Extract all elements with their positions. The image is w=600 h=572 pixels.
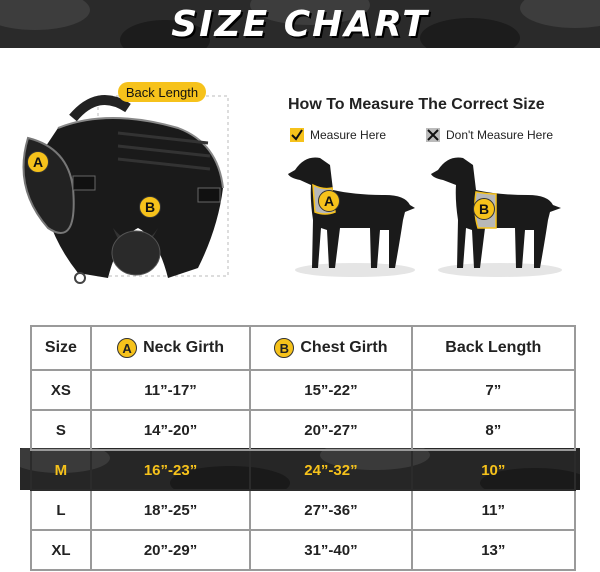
table-row [31, 410, 575, 450]
header-neck [91, 326, 250, 370]
back-cell: 13” [412, 530, 575, 570]
neck-cell: 16”-23” [91, 450, 250, 490]
header-size: Size [31, 326, 91, 370]
harness-badge-a: A [27, 151, 49, 173]
chest-cell: 24”-32” [250, 450, 411, 490]
cross-icon [426, 128, 440, 142]
back-cell: 11” [412, 490, 575, 530]
header-back: Back Length [412, 326, 575, 370]
dog-chest-illustration [428, 150, 568, 280]
size-cell: XL [31, 530, 91, 570]
table-row [31, 530, 575, 570]
header-chest-badge: B [274, 338, 294, 358]
neck-cell: 14”-20” [91, 410, 250, 450]
table-header-row [31, 326, 575, 370]
neck-cell: 18”-25” [91, 490, 250, 530]
checkmark-icon [290, 128, 304, 142]
back-cell: 10” [412, 450, 575, 490]
legend-dont-measure [426, 128, 553, 142]
table-row [31, 490, 575, 530]
size-cell: L [31, 490, 91, 530]
chest-cell: 15”-22” [250, 370, 411, 410]
size-cell: XS [31, 370, 91, 410]
size-table [30, 325, 576, 571]
table-row [31, 370, 575, 410]
legend-measure-here [290, 128, 386, 142]
size-chart-banner [0, 0, 600, 48]
banner-title: SIZE CHART [171, 3, 429, 45]
chest-cell: 27”-36” [250, 490, 411, 530]
dog-badge-b: B [473, 198, 495, 220]
header-neck-label: Neck Girth [143, 339, 224, 357]
neck-cell: 20”-29” [91, 530, 250, 570]
dog-badge-a: A [318, 190, 340, 212]
header-chest-label: Chest Girth [300, 339, 388, 357]
dont-measure-label: Don't Measure Here [446, 128, 554, 142]
back-length-label: Back Length [118, 82, 206, 102]
header-chest [250, 326, 411, 370]
size-cell: S [31, 410, 91, 450]
header-neck-badge: A [117, 338, 137, 358]
dog-neck-illustration [285, 150, 420, 280]
chest-cell: 31”-40” [250, 530, 411, 570]
table-row-highlighted [31, 450, 575, 490]
measure-title: How To Measure The Correct Size [288, 96, 545, 113]
back-cell: 7” [412, 370, 575, 410]
chest-cell: 20”-27” [250, 410, 411, 450]
harness-badge-b: B [139, 196, 161, 218]
measure-here-label: Measure Here [310, 128, 387, 142]
neck-cell: 11”-17” [91, 370, 250, 410]
back-cell: 8” [412, 410, 575, 450]
size-cell: M [31, 450, 91, 490]
harness-image [18, 78, 250, 300]
